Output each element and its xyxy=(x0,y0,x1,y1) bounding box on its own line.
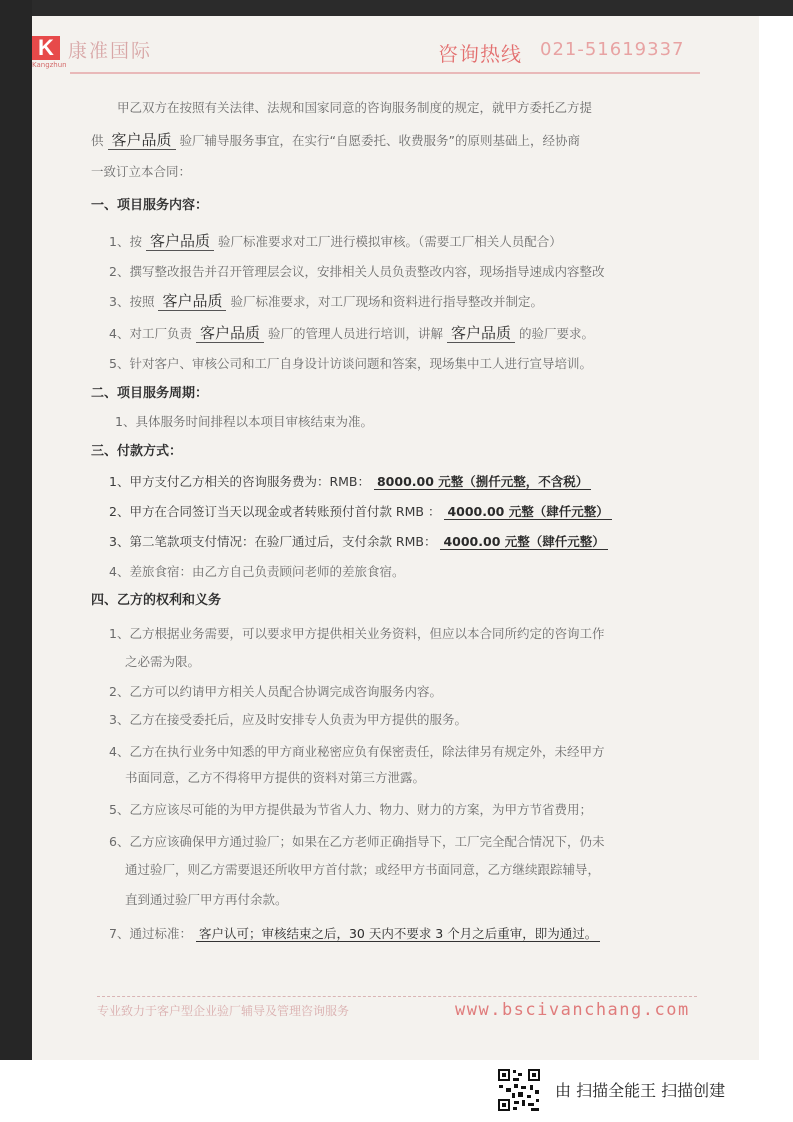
s1-item-3 xyxy=(109,290,543,311)
hotline-number: 021-51619337 xyxy=(540,39,685,60)
s4-item-4b: 书面同意，乙方不得将甲方提供的资料对第三方泄露。 xyxy=(125,770,426,785)
footer-slogan: 专业致力于客户型企业验厂辅导及管理咨询服务 xyxy=(97,1004,350,1018)
s1-item-3-pre: 3、按照 xyxy=(109,294,155,309)
s4-item-6c: 直到通过验厂甲方再付余款。 xyxy=(125,892,288,907)
s1-item-1-handwritten: 客户品质 xyxy=(146,232,214,251)
fee-total-amount: 8000.00 元整（捌仟元整，不含税） xyxy=(374,474,591,490)
section-1-title: 一、项目服务内容： xyxy=(91,198,209,213)
s1-item-1-post: 验厂标准要求对工厂进行模拟审核。（需要工厂相关人员配合） xyxy=(217,234,562,249)
client-quality-handwritten: 客户品质 xyxy=(108,131,176,150)
s3-item-2 xyxy=(109,502,612,520)
s1-item-3-handwritten: 客户品质 xyxy=(158,292,226,311)
pass-criteria-handwritten: 客户认可；审核结束之后，30 天内不要求 3 个月之后重审，即为通过。 xyxy=(196,926,600,942)
s3-item-1-pre: 1、甲方支付乙方相关的咨询服务费为：RMB： xyxy=(109,474,370,489)
logo-icon: K xyxy=(32,36,60,60)
qr-code-icon xyxy=(497,1068,541,1112)
s1-item-4-pre: 4、对工厂负责 xyxy=(109,326,192,341)
s3-item-3-pre: 3、第二笔款项支付情况：在验厂通过后，支付余款 RMB： xyxy=(109,534,437,549)
s4-item-7-pre: 7、通过标准： xyxy=(109,926,192,941)
intro-line-3: 一致订立本合同： xyxy=(91,164,192,179)
footer-website: www.bscivanchang.com xyxy=(455,1000,690,1020)
s4-item-2: 2、乙方可以约请甲方相关人员配合协调完成咨询服务内容。 xyxy=(109,684,442,699)
hotline-label: 咨询热线 xyxy=(438,42,522,66)
s3-item-4: 4、差旅食宿：由乙方自己负责顾问老师的差旅食宿。 xyxy=(109,564,405,579)
s1-item-1 xyxy=(109,230,562,251)
s1-item-2: 2、撰写整改报告并召开管理层会议，安排相关人员负责整改内容，现场指导速成内容整改 xyxy=(109,264,605,279)
intro-post: 验厂辅导服务事宜，在实行“自愿委托、收费服务”的原则基础上，经协商 xyxy=(179,133,580,148)
s3-item-2-pre: 2、甲方在合同签订当天以现金或者转账预付首付款 RMB ： xyxy=(109,504,441,519)
s3-item-3 xyxy=(109,532,608,550)
s1-item-4-handwritten-2: 客户品质 xyxy=(447,324,515,343)
s4-item-3: 3、乙方在接受委托后，应及时安排专人负责为甲方提供的服务。 xyxy=(109,712,467,727)
s1-item-1-pre: 1、按 xyxy=(109,234,142,249)
logo-subtext: Kangzhun xyxy=(32,61,67,69)
s1-item-5: 5、针对客户、审核公司和工厂自身设计访谈问题和答案，现场集中工人进行宣导培训。 xyxy=(109,356,592,371)
balance-amount: 4000.00 元整（肆仟元整） xyxy=(440,534,607,550)
section-4-title: 四、乙方的权利和义务 xyxy=(91,593,222,608)
scan-left-border xyxy=(0,0,32,1060)
footer-rule xyxy=(97,996,697,997)
s3-item-1 xyxy=(109,472,591,490)
s4-item-1b: 之必需为限。 xyxy=(125,654,201,669)
scanner-watermark-text: 由 扫描全能王 扫描创建 xyxy=(555,1081,726,1100)
intro-line-1: 甲乙双方在按照有关法律、法规和国家同意的咨询服务制度的规定，就甲方委托乙方提 xyxy=(117,100,593,115)
s1-item-4-post: 的验厂要求。 xyxy=(518,326,594,341)
s4-item-1a: 1、乙方根据业务需要，可以要求甲方提供相关业务资料，但应以本合同所约定的咨询工作 xyxy=(109,626,605,641)
s1-item-4-mid: 验厂的管理人员进行培训，讲解 xyxy=(267,326,443,341)
s2-item-1: 1、具体服务时间排程以本项目审核结束为准。 xyxy=(115,414,373,429)
section-3-title: 三、付款方式： xyxy=(91,444,183,459)
s4-item-6b: 通过验厂，则乙方需要退还所收甲方首付款；或经甲方书面同意，乙方继续跟踪辅导， xyxy=(125,862,601,877)
s1-item-4 xyxy=(109,322,594,343)
s4-item-7 xyxy=(109,924,600,942)
scan-top-border xyxy=(0,0,793,16)
section-2-title: 二、项目服务周期： xyxy=(91,386,209,401)
s4-item-4a: 4、乙方在执行业务中知悉的甲方商业秘密应负有保密责任，除法律另有规定外，未经甲方 xyxy=(109,744,605,759)
company-name: 康准国际 xyxy=(68,40,153,62)
s4-item-5: 5、乙方应该尽可能的为甲方提供最为节省人力、物力、财力的方案，为甲方节省费用； xyxy=(109,802,592,817)
intro-pre: 供 xyxy=(91,133,104,148)
s1-item-4-handwritten: 客户品质 xyxy=(196,324,264,343)
down-payment-amount: 4000.00 元整（肆仟元整） xyxy=(444,504,611,520)
s4-item-6a: 6、乙方应该确保甲方通过验厂；如果在乙方老师正确指导下，工厂完全配合情况下，仍未 xyxy=(109,834,605,849)
s1-item-3-post: 验厂标准要求，对工厂现场和资料进行指导整改并制定。 xyxy=(230,294,543,309)
intro-line-2 xyxy=(91,129,580,150)
